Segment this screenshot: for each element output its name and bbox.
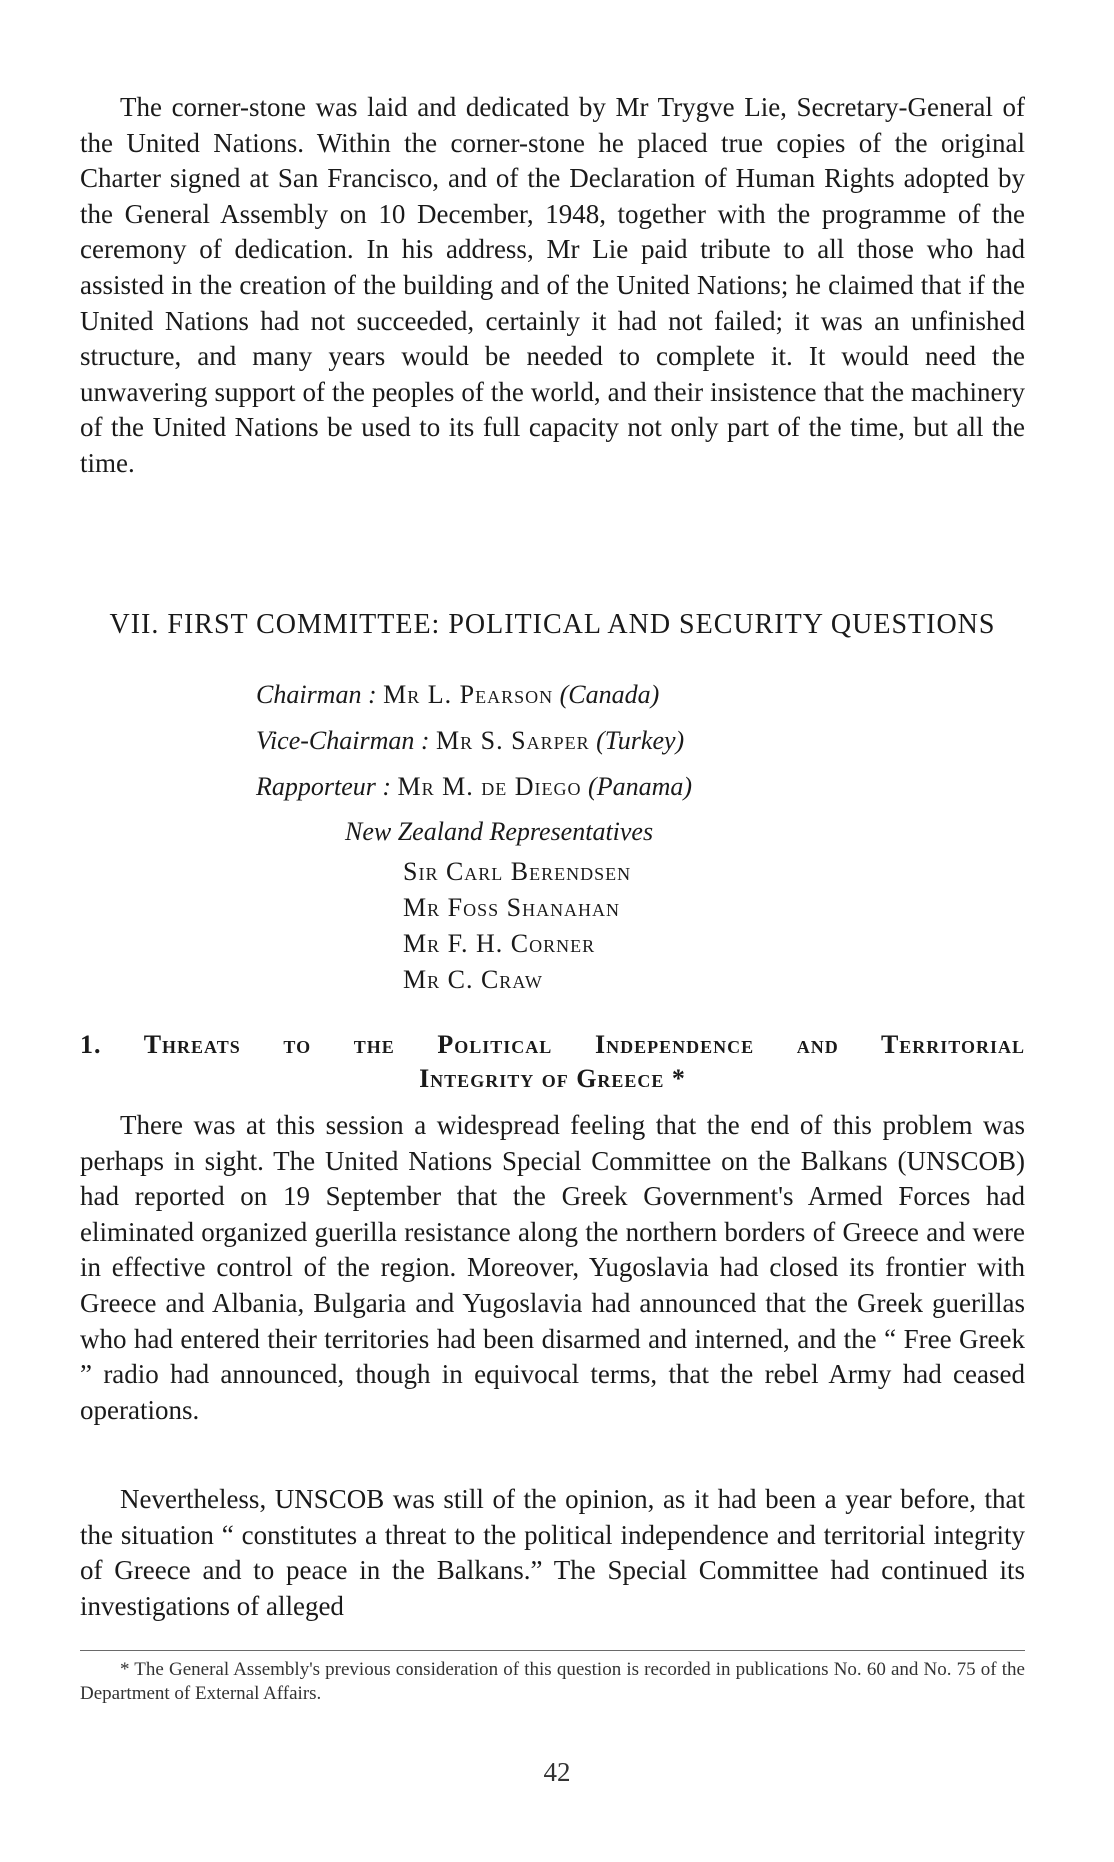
nz-representative: Mr C. Craw	[403, 965, 543, 994]
nz-representatives-heading: New Zealand Representatives	[345, 817, 654, 846]
rapporteur-line	[256, 772, 692, 802]
rapporteur-role: Rapporteur :	[256, 772, 392, 801]
subsection-heading	[80, 1028, 1025, 1096]
chairman-country: (Canada)	[559, 680, 660, 709]
vice-chairman-role: Vice-Chairman :	[256, 726, 430, 755]
nz-representative: Mr F. H. Corner	[403, 929, 596, 958]
rapporteur-name: Mr M. de Diego	[397, 772, 582, 801]
footnote: * The General Assembly's previous consideration of this question is recorded in publications No. 60 and No. 75 of the Department of External Affairs.	[80, 1659, 1025, 1704]
subsection-heading-line1: 1. Threats to the Political Independence and Territorial	[80, 1030, 1026, 1059]
chairman-role: Chairman :	[256, 680, 377, 709]
page-number: 42	[543, 1757, 571, 1787]
vice-chairman-name: Mr S. Sarper	[436, 726, 590, 755]
rapporteur-country: (Panama)	[588, 772, 693, 801]
intro-paragraph: The corner-stone was laid and dedicated by Mr Trygve Lie, Secretary-General of the United Nations. Within the corner-stone he placed true copies of the original Charter signed at San Francisco, and of the Declaration of Human Rights adopted by the General Assembly on 10 December, 1948, together with the programme of the ceremony of dedication. In his address, Mr Lie paid tribute to all those who had assisted in the creation of the building and of the United Nations; he claimed that if the United Nations had not succeeded, certainly it had not failed; it was an unfinished structure, and many years would be needed to complete it. It would need the unwavering support of the peoples of the world, and their insistence that the machinery of the United Nations be used to its full capacity not only part of the time, but all the time.	[80, 92, 1025, 478]
chairman-line	[256, 680, 659, 710]
nz-representative: Mr Foss Shanahan	[403, 893, 621, 922]
nz-representative: Sir Carl Berendsen	[403, 857, 632, 886]
footnote-divider	[80, 1650, 1025, 1651]
vice-chairman-line	[256, 726, 684, 756]
vice-chairman-country: (Turkey)	[596, 726, 685, 755]
chairman-name: Mr L. Pearson	[383, 680, 554, 709]
body-paragraph: There was at this session a widespread feeling that the end of this problem was perhaps in sight. The United Nations Special Committee on the Balkans (UNSCOB) had reported on 19 September that the Greek Government's Armed Forces had eliminated organized guerilla resistance along the northern borders of Greece and were in effective control of the region. Moreover, Yugoslavia had closed its frontier with Greece and Albania, Bulgaria and Yugoslavia had announced that the Greek guerillas who had entered their territories had been disarmed and interned, and the “ Free Greek ” radio had announced, though in equivocal terms, that the rebel Army had ceased operations.	[80, 1110, 1025, 1425]
subsection-heading-line2: Integrity of Greece *	[419, 1064, 686, 1093]
body-paragraph: Nevertheless, UNSCOB was still of the opinion, as it had been a year before, that the situation “ constitutes a threat to the political independence and territorial integrity of Greece and to peace in the Balkans.” The Special Committee had continued its investigations of alleged	[80, 1484, 1025, 1621]
section-heading: VII. FIRST COMMITTEE: POLITICAL AND SECURITY QUESTIONS	[109, 609, 996, 640]
